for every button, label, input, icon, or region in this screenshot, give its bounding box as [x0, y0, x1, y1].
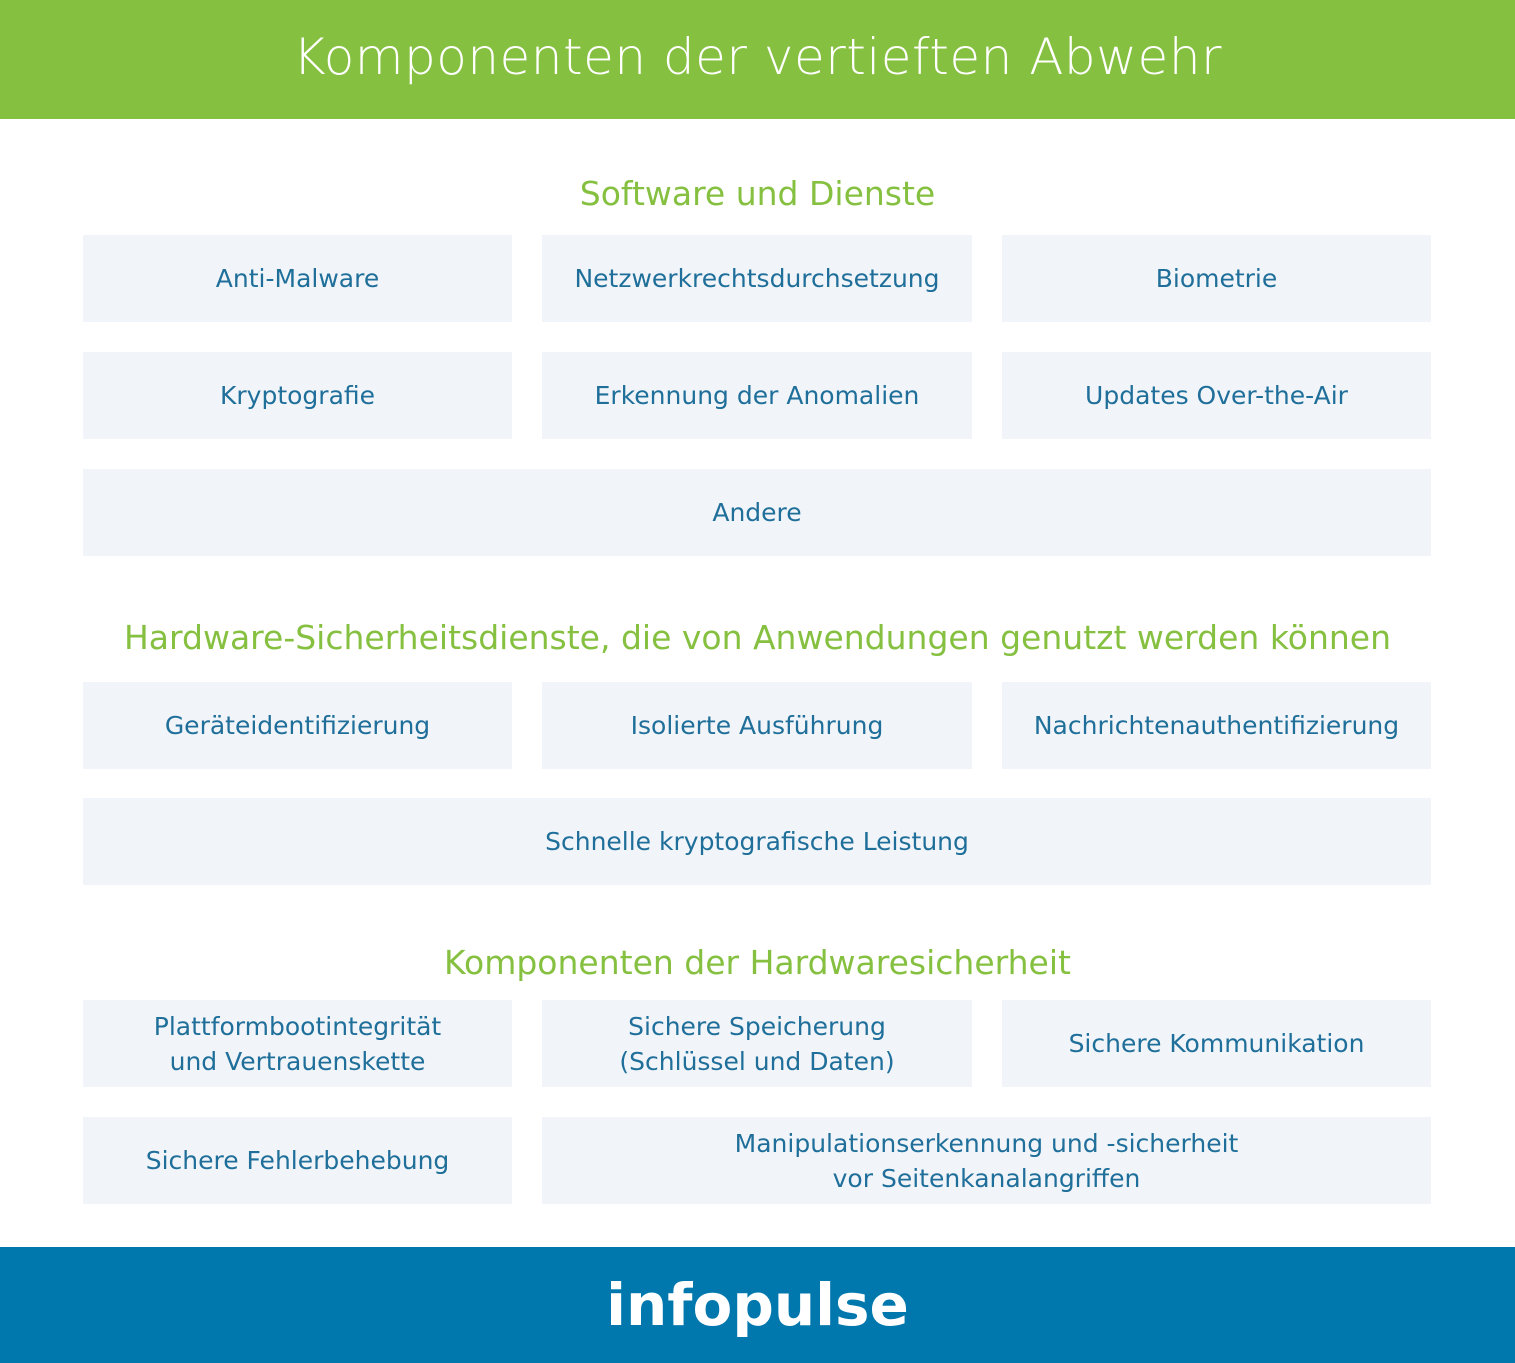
- box-geraeteidentifizierung: Geräteidentifizierung: [83, 682, 512, 769]
- section-title-software: Software und Dienste: [579, 174, 936, 213]
- box-sichere-kommunikation: Sichere Kommunikation: [1002, 1000, 1431, 1087]
- footer-bar: [0, 1247, 1515, 1363]
- box-updates-ota: Updates Over-the-Air: [1002, 352, 1431, 439]
- box-nachrichtenauthentifizierung: Nachrichtenauthentifizierung: [1002, 682, 1431, 769]
- box-sichere-fehlerbehebung: Sichere Fehlerbehebung: [83, 1117, 512, 1204]
- section-title-hardware-dienste: Hardware-Sicherheitsdienste, die von Anwendungen genutzt werden können: [123, 618, 1391, 657]
- box-plattformbootintegritaet: Plattformbootintegrität und Vertrauenskette: [83, 1000, 512, 1087]
- header-bar: [0, 0, 1515, 119]
- box-erkennung-anomalien: Erkennung der Anomalien: [542, 352, 972, 439]
- box-andere: Andere: [83, 469, 1431, 556]
- box-biometrie: Biometrie: [1002, 235, 1431, 322]
- page-title: Komponenten der vertieften Abwehr: [292, 27, 1223, 86]
- box-manipulationserkennung: Manipulationserkennung und -sicherheit vor Seitenkanalangriffen: [542, 1117, 1431, 1204]
- box-isolierte-ausfuehrung: Isolierte Ausführung: [542, 682, 972, 769]
- box-netzwerkrechtsdurchsetzung: Netzwerkrechtsdurchsetzung: [542, 235, 972, 322]
- section-title-hardwaresicherheit: Komponenten der Hardwaresicherheit: [444, 943, 1071, 982]
- infopulse-logo: infopulse: [606, 1271, 909, 1339]
- box-schnelle-kryptografische-leistung: Schnelle kryptografische Leistung: [83, 798, 1431, 885]
- box-anti-malware: Anti-Malware: [83, 235, 512, 322]
- box-sichere-speicherung: Sichere Speicherung (Schlüssel und Daten): [542, 1000, 972, 1087]
- box-kryptografie: Kryptografie: [83, 352, 512, 439]
